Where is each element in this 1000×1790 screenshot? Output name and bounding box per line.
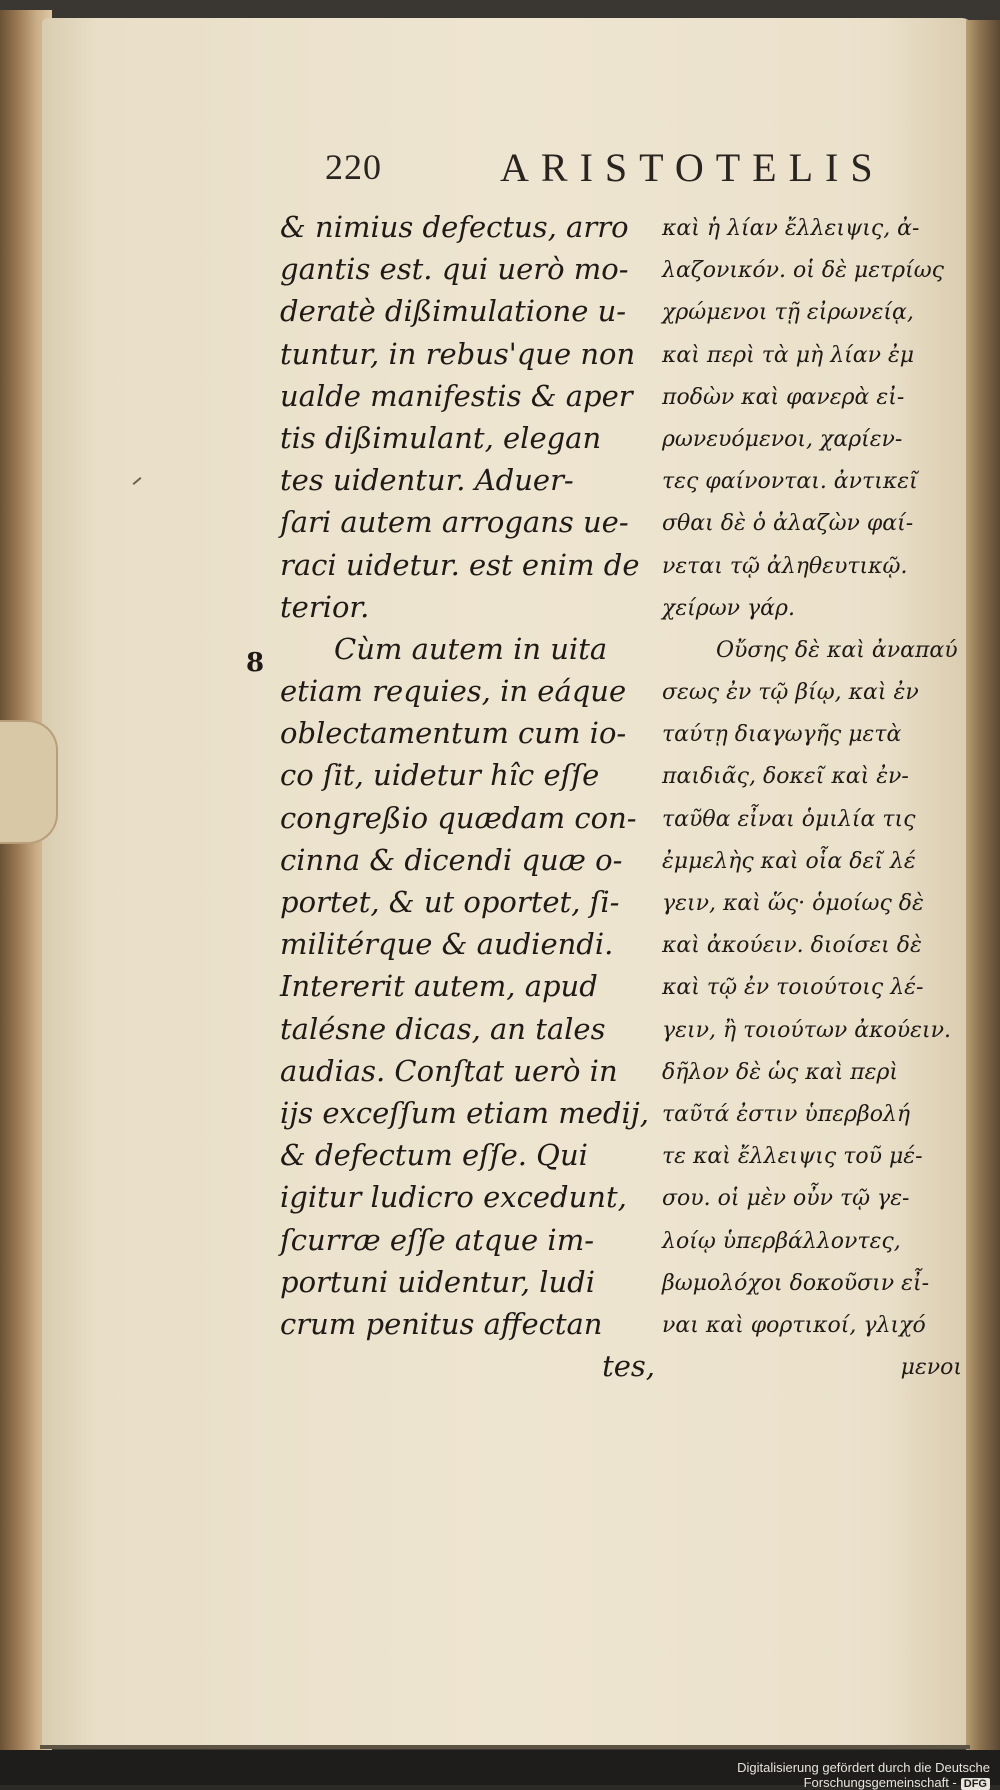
latin-line: ſari autem arrogans ue- <box>280 505 629 540</box>
greek-line: βωμολόχοι δοκοῦσιν εἶ- <box>662 1270 929 1296</box>
greek-line: καὶ περὶ τὰ μὴ λίαν ἐμ <box>662 342 915 368</box>
latin-line: cinna & dicendi quæ o- <box>280 842 623 877</box>
greek-line: χρώμενοι τῇ εἰρωνείᾳ, <box>662 300 914 326</box>
greek-line: ταῦθα εἶναι ὁμιλία τις <box>662 806 916 832</box>
dfg-logo: DFG <box>961 1778 990 1790</box>
latin-line: portuni uidentur, ludi <box>280 1264 595 1299</box>
credit-text: Digitalisierung gefördert durch die Deutsche Forschungsgemeinschaft - <box>737 1760 990 1790</box>
latin-line: tes, <box>602 1349 655 1384</box>
latin-line: terior. <box>280 589 370 624</box>
greek-line: χείρων γάρ. <box>662 595 795 621</box>
greek-line: λοίῳ ὑπερβάλλοντες, <box>662 1228 901 1254</box>
latin-line: ualde manifestis & aper <box>280 378 633 413</box>
greek-line: δῆλον δὲ ὡς καὶ περὶ <box>662 1059 899 1085</box>
latin-line: etiam requies, in eáque <box>280 674 627 709</box>
latin-line: congreßio quædam con- <box>280 800 637 835</box>
digitization-credit <box>600 1760 990 1790</box>
latin-line: co ſit, uidetur hîc eſſe <box>280 758 600 793</box>
latin-line: tuntur, in rebus'que non <box>280 336 636 371</box>
greek-line: σθαι δὲ ὁ ἀλαζὼν φαί- <box>662 511 914 537</box>
latin-line: & nimius defectus, arro <box>280 210 629 244</box>
latin-line: ſcurræ eſſe atque im- <box>280 1222 595 1257</box>
latin-line: talésne dicas, an tales <box>280 1011 606 1046</box>
greek-line: καὶ ἡ λίαν ἔλλειψις, ἀ- <box>662 216 920 241</box>
latin-line: tis dißimulant, elegan <box>280 420 602 455</box>
greek-line: νεται τῷ ἀληθευτικῷ. <box>662 553 908 579</box>
page-bottom-edge <box>40 1745 970 1749</box>
greek-line: ταύτῃ διαγωγῆς μετὰ <box>662 722 902 748</box>
greek-line: καὶ τῷ ἐν τοιούτοις λέ- <box>662 975 924 1001</box>
greek-line: τε καὶ ἔλλειψις τοῦ μέ- <box>662 1144 923 1170</box>
page-number: 220 <box>325 147 382 187</box>
greek-line: σεως ἐν τῷ βίῳ, καὶ ἐν <box>662 680 919 706</box>
latin-line: & defectum eſſe. Qui <box>280 1138 588 1173</box>
greek-line: γειν, ἢ τοιούτων ἀκούειν. <box>662 1017 951 1043</box>
latin-line: Intererit autem, apud <box>280 969 598 1004</box>
latin-line: igitur ludicro excedunt, <box>280 1180 627 1215</box>
greek-line: καὶ ἀκούειν. διοίσει δὲ <box>662 933 922 959</box>
greek-line: παιδιᾶς, δοκεῖ καὶ ἐν- <box>662 764 909 790</box>
page-clasp-outline <box>0 720 58 844</box>
latin-line: gantis est. qui uerò mo- <box>280 252 629 287</box>
greek-line: ναι καὶ φορτικοί, γλιχό <box>662 1312 926 1338</box>
latin-line: portet, & ut oportet, ſi- <box>280 885 620 919</box>
greek-line: τες φαίνονται. ἀντικεῖ <box>662 469 918 495</box>
running-title: ARISTOTELIS <box>500 145 885 190</box>
book-right-edge <box>966 20 1000 1755</box>
greek-line: λαζονικόν. οἱ δὲ μετρίως <box>662 258 945 284</box>
latin-line: militérque & audiendi. <box>280 927 614 962</box>
latin-line: tes uidentur. Aduer- <box>280 463 574 498</box>
greek-text-column <box>662 208 962 1389</box>
greek-line: ποδὼν καὶ φανερὰ εἰ- <box>662 384 905 410</box>
latin-line: ijs exceſſum etiam medij, <box>280 1095 649 1130</box>
latin-line: audias. Conſtat uerò in <box>280 1053 618 1088</box>
latin-line: raci uidetur. est enim de <box>280 547 640 582</box>
section-marker: 8 <box>246 648 265 678</box>
greek-line: σου. οἱ μὲν οὖν τῷ γε- <box>662 1186 910 1212</box>
greek-line: μενοι <box>900 1355 962 1381</box>
greek-line: γειν, καὶ ὥς· ὁμοίως δὲ <box>662 891 924 916</box>
latin-line: deratè dißimulatione u- <box>280 294 627 329</box>
latin-text-column <box>280 206 655 1387</box>
page-header <box>0 140 1000 200</box>
greek-line: ἐμμελὴς καὶ οἷα δεῖ λέ <box>662 848 916 874</box>
greek-line: ρωνευόμενοι, χαρίεν- <box>662 426 903 452</box>
latin-line: oblectamentum cum io- <box>280 716 627 751</box>
latin-line: Cùm autem in uita <box>334 631 608 666</box>
greek-line: Οὔσης δὲ καὶ ἀναπαύ <box>716 637 958 663</box>
latin-line: crum penitus affectan <box>280 1306 603 1341</box>
greek-line: ταῦτά ἐστιν ὑπερβολή <box>662 1101 911 1127</box>
